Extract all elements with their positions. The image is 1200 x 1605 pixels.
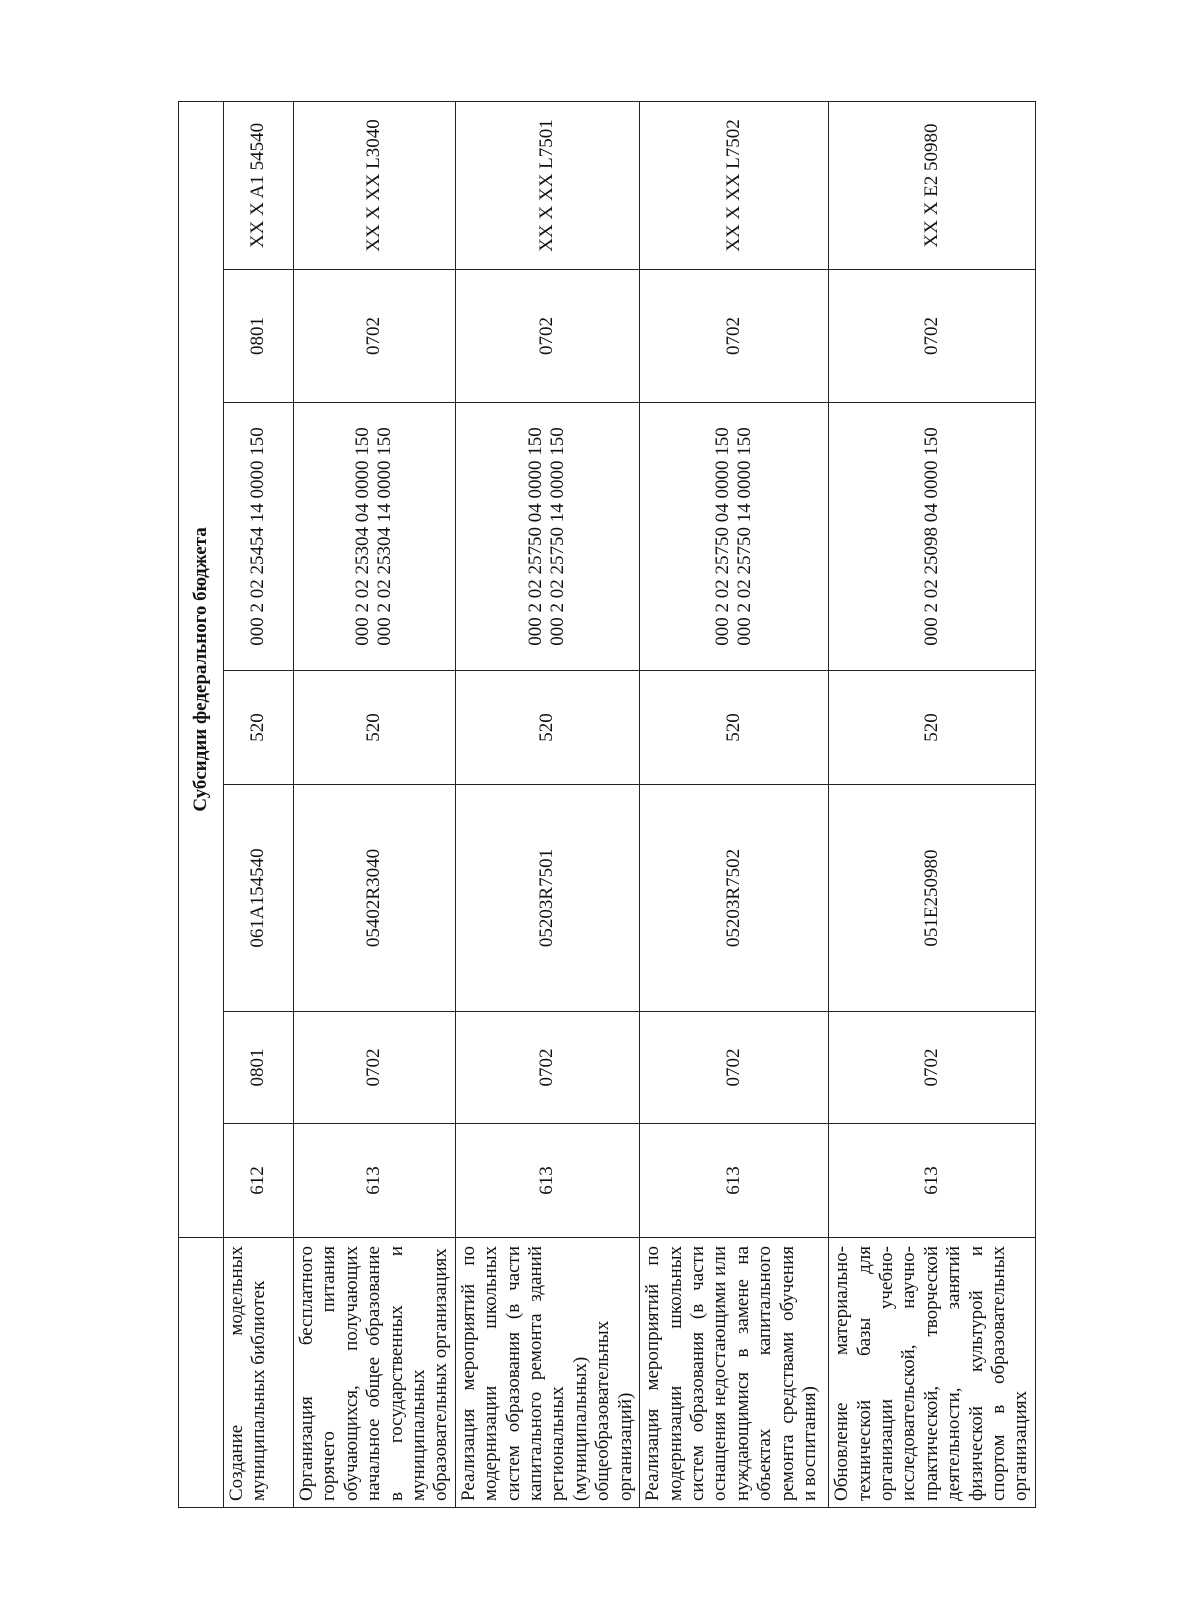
revenue-code: 000 2 02 25750 04 0000 150: [525, 427, 547, 646]
row-rzpr2-code: 0801: [224, 270, 294, 403]
table-row: [455, 101, 639, 1507]
row-rzpr2-code: 0702: [294, 270, 456, 403]
row-vr-code: 613: [829, 1124, 1036, 1238]
row-type-code: 520: [829, 671, 1036, 785]
row-vr-code: 613: [455, 1124, 639, 1238]
revenue-code: 000 2 02 25750 14 0000 150: [547, 427, 569, 646]
row-type-code: 520: [640, 671, 829, 785]
section-header-row: [179, 101, 224, 1507]
revenue-code: 000 2 02 25750 14 0000 150: [734, 427, 756, 646]
row-csr-code: 061A154540: [224, 785, 294, 1012]
table-row: [224, 101, 294, 1507]
row-target-code: XX X XX L3040: [294, 101, 456, 269]
row-description: Реализация мероприятий по модернизации школьных систем образования (в части капитального ремонта зданий региональных (муниципальных) общеобразовательных организаций): [455, 1238, 639, 1508]
table-row: [829, 101, 1036, 1507]
table-row: [640, 101, 829, 1507]
row-target-code: XX X E2 50980: [829, 101, 1036, 269]
row-rzpr-code: 0702: [640, 1012, 829, 1124]
row-description: Организация бесплатного горячего питания обучающихся, получающих начальное общее образование в государственных и муниципальных образовательных организациях: [294, 1238, 456, 1508]
row-revenue-codes: [640, 403, 829, 671]
section-header-spacer: [179, 1238, 224, 1508]
row-rzpr2-code: 0702: [829, 270, 1036, 403]
row-description: Создание модельных муниципальных библиотек: [224, 1238, 294, 1508]
row-description: Обновление материально-технической базы для организации учебно-исследовательской, научно-практической, творческой деятельности, занятий физической культурой и спортом в образовательных организациях: [829, 1238, 1036, 1508]
row-rzpr-code: 0801: [224, 1012, 294, 1124]
row-vr-code: 613: [640, 1124, 829, 1238]
row-csr-code: 051E250980: [829, 785, 1036, 1012]
revenue-code: 000 2 02 25098 04 0000 150: [920, 427, 942, 646]
row-target-code: XX X XX L7502: [640, 101, 829, 269]
row-revenue-codes: [224, 403, 294, 671]
row-type-code: 520: [294, 671, 456, 785]
row-rzpr2-code: 0702: [455, 270, 639, 403]
row-description: Реализация мероприятий по модернизации школьных систем образования (в части оснащения недостающими или нуждающимися в замене на объектах капитального ремонта средствами обучения и воспитания): [640, 1238, 829, 1508]
row-revenue-codes: [455, 403, 639, 671]
row-revenue-codes: [294, 403, 456, 671]
row-rzpr-code: 0702: [455, 1012, 639, 1124]
row-csr-code: 05402R3040: [294, 785, 456, 1012]
row-rzpr2-code: 0702: [640, 270, 829, 403]
section-title: Субсидии федерального бюджета: [179, 101, 224, 1237]
row-type-code: 520: [224, 671, 294, 785]
row-csr-code: 05203R7502: [640, 785, 829, 1012]
table-row: [294, 101, 456, 1507]
row-revenue-codes: [829, 403, 1036, 671]
row-vr-code: 613: [294, 1124, 456, 1238]
rotated-table-container: [178, 102, 1032, 1508]
revenue-code: 000 2 02 25454 14 0000 150: [247, 427, 269, 646]
row-type-code: 520: [455, 671, 639, 785]
row-target-code: XX X A1 54540: [224, 101, 294, 269]
row-vr-code: 612: [224, 1124, 294, 1238]
revenue-code: 000 2 02 25304 04 0000 150: [352, 427, 374, 646]
revenue-code: 000 2 02 25304 14 0000 150: [374, 427, 396, 646]
row-rzpr-code: 0702: [829, 1012, 1036, 1124]
row-rzpr-code: 0702: [294, 1012, 456, 1124]
subsidies-table: [178, 101, 1036, 1508]
row-target-code: XX X XX L7501: [455, 101, 639, 269]
row-csr-code: 05203R7501: [455, 785, 639, 1012]
revenue-code: 000 2 02 25750 04 0000 150: [711, 427, 733, 646]
